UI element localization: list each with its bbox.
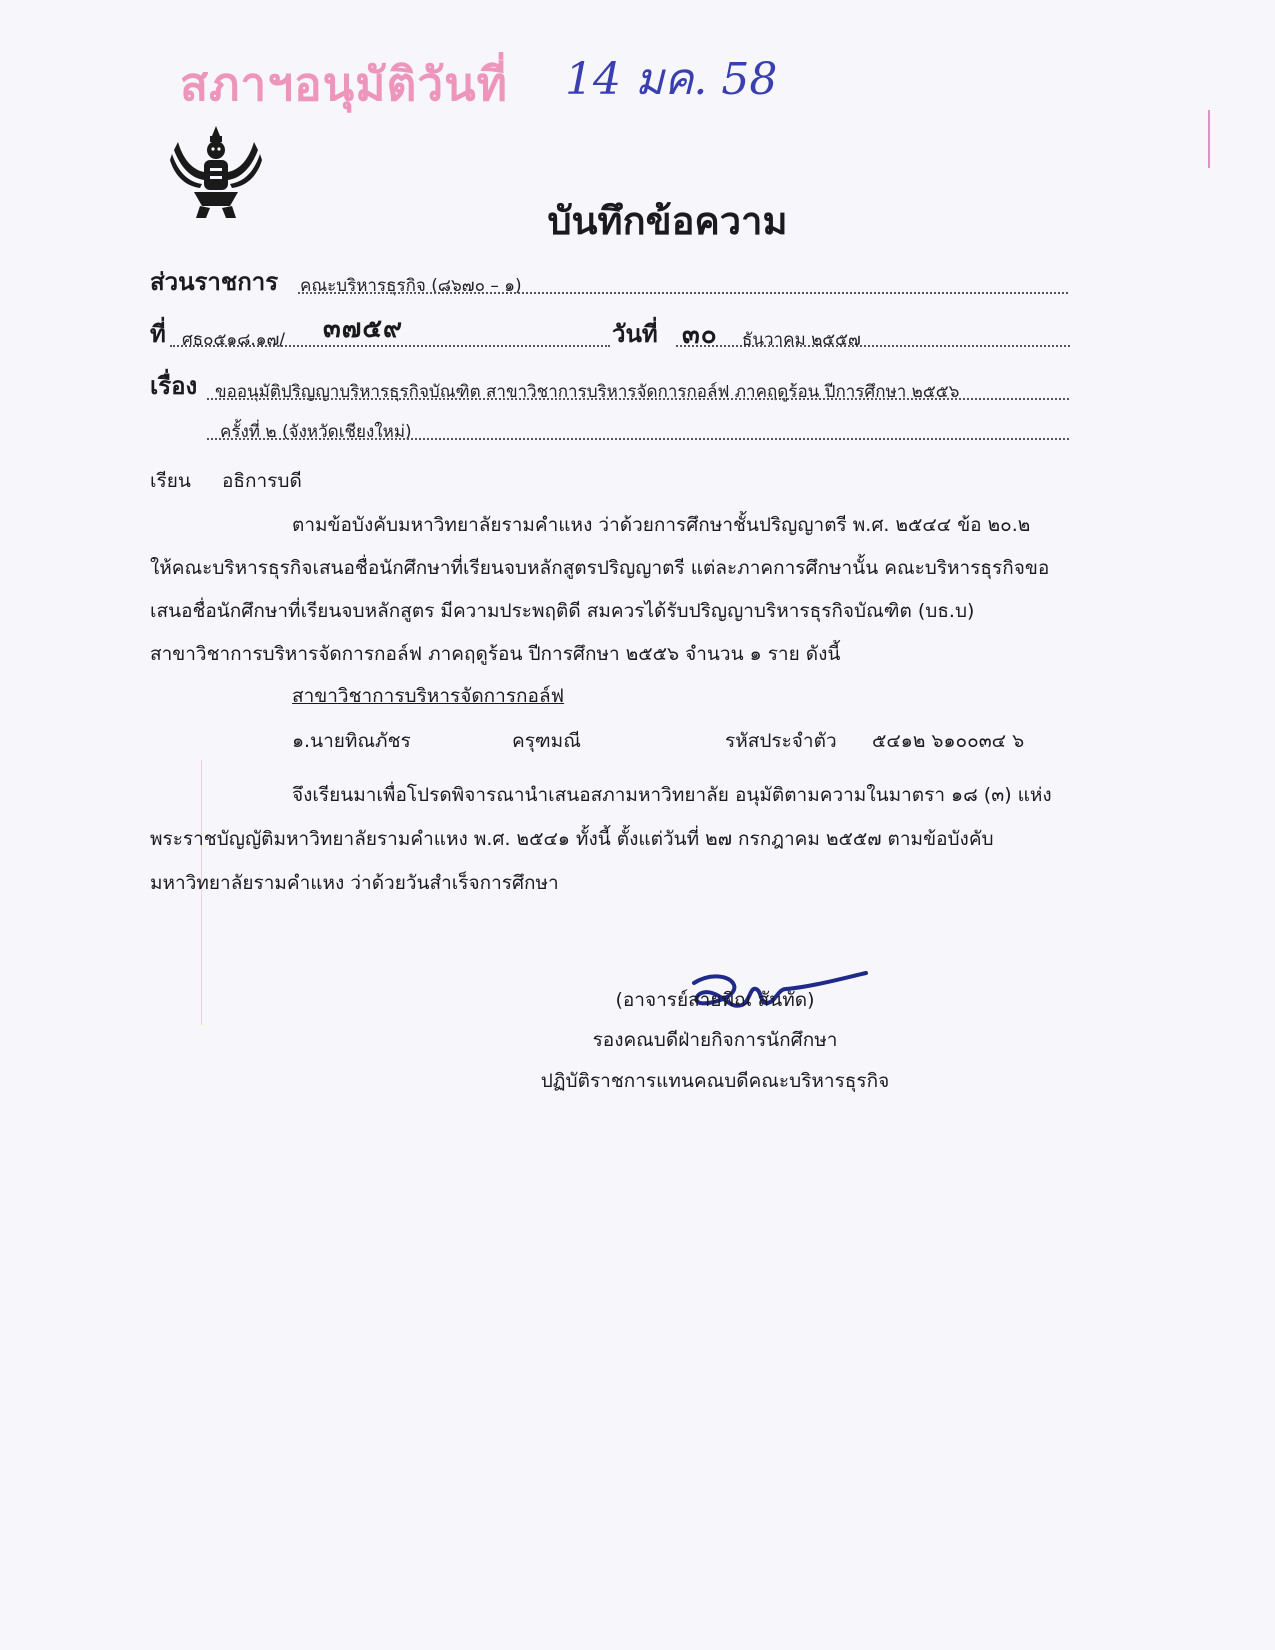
para1-line-2: ให้คณะบริหารธุรกิจเสนอชื่อนักศึกษาที่เรียนจบหลักสูตรปริญญาตรี แต่ละภาคการศึกษานั้น คณะบริหารธุรกิจขอ xyxy=(150,557,1050,579)
memo-title: บันทึกข้อความ xyxy=(547,199,788,243)
handwritten-approval-date: 14 มค. 58 xyxy=(565,54,778,105)
signatory-position-2: ปฏิบัติราชการแทนคณบดีคณะบริหารธุรกิจ xyxy=(540,1070,890,1092)
para2-line-3: มหาวิทยาลัยรามคำแหง ว่าด้วยวันสำเร็จการศึกษา xyxy=(150,872,559,894)
subject-line-1: ขออนุมัติปริญญาบริหารธุรกิจบัณฑิต สาขาวิชาการบริหารจัดการกอล์ฟ ภาคฤดูร้อน ปีการศึกษา ๒๕๕๖ xyxy=(215,382,960,402)
date-month-year: ธันวาคม ๒๕๕๗ xyxy=(742,330,861,350)
dept-dotline xyxy=(298,292,1068,294)
subject-label: เรื่อง xyxy=(150,372,198,400)
student-id-value: ๕๔๑๒ ๖๑๐๐๓๔ ๖ xyxy=(872,730,1025,752)
doc-no-label: ที่ xyxy=(150,320,166,348)
subject-dotline-2 xyxy=(207,438,1069,440)
signatory-name: (อาจารย์สายพิณ สันทัด) xyxy=(615,989,815,1011)
approval-stamp: สภาฯอนุมัติวันที่ xyxy=(180,57,508,111)
student-id-label: รหัสประจำตัว xyxy=(725,730,837,752)
date-dotline xyxy=(676,345,1070,347)
date-day: ๓๐ xyxy=(682,320,718,350)
pink-marker-line xyxy=(1208,110,1210,168)
subject-dotline-1 xyxy=(207,398,1069,400)
para1-line-1: ตามข้อบังคับมหาวิทยาลัยรามคำแหง ว่าด้วยการศึกษาชั้นปริญญาตรี พ.ศ. ๒๕๔๔ ข้อ ๒๐.๒ xyxy=(292,514,1031,536)
doc-no-dotline xyxy=(170,345,610,347)
to-label: เรียน xyxy=(150,470,191,492)
para1-line-4: สาขาวิชาการบริหารจัดการกอล์ฟ ภาคฤดูร้อน ปีการศึกษา ๒๕๕๖ จำนวน ๑ ราย ดังนี้ xyxy=(150,643,841,665)
para2-line-1: จึงเรียนมาเพื่อโปรดพิจารณานำเสนอสภามหาวิทยาลัย อนุมัติตามความในมาตรา ๑๘ (๓) แห่ง xyxy=(292,784,1052,806)
subject-line-2: ครั้งที่ ๒ (จังหวัดเชียงใหม่) xyxy=(220,422,412,442)
para1-line-3: เสนอชื่อนักศึกษาที่เรียนจบหลักสูตร มีความประพฤติดี สมควรได้รับปริญญาบริหารธุรกิจบัณฑิต (บธ.บ) xyxy=(150,600,975,622)
doc-no-prefix: ศธ๐๕๑๘.๑๗/ xyxy=(182,330,286,350)
student-surname: ครุฑมณี xyxy=(512,730,581,752)
date-label: วันที่ xyxy=(612,320,658,348)
dept-label: ส่วนราชการ xyxy=(150,268,279,296)
signatory-position-1: รองคณบดีฝ่ายกิจการนักศึกษา xyxy=(592,1029,838,1051)
doc-no-number: ๓๗๕๙ xyxy=(323,314,404,344)
dept-value: คณะบริหารธุรกิจ (๘๖๗๐ – ๑) xyxy=(300,276,522,296)
section-heading: สาขาวิชาการบริหารจัดการกอล์ฟ xyxy=(292,685,565,707)
student-name: ๑.นายทิณภัชร xyxy=(292,730,411,752)
to-value: อธิการบดี xyxy=(222,470,302,492)
para2-line-2: พระราชบัญญัติมหาวิทยาลัยรามคำแหง พ.ศ. ๒๕๔๑ ทั้งนี้ ตั้งแต่วันที่ ๒๗ กรกฎาคม ๒๕๕๗ ตามข้อบังคับ xyxy=(150,828,994,850)
